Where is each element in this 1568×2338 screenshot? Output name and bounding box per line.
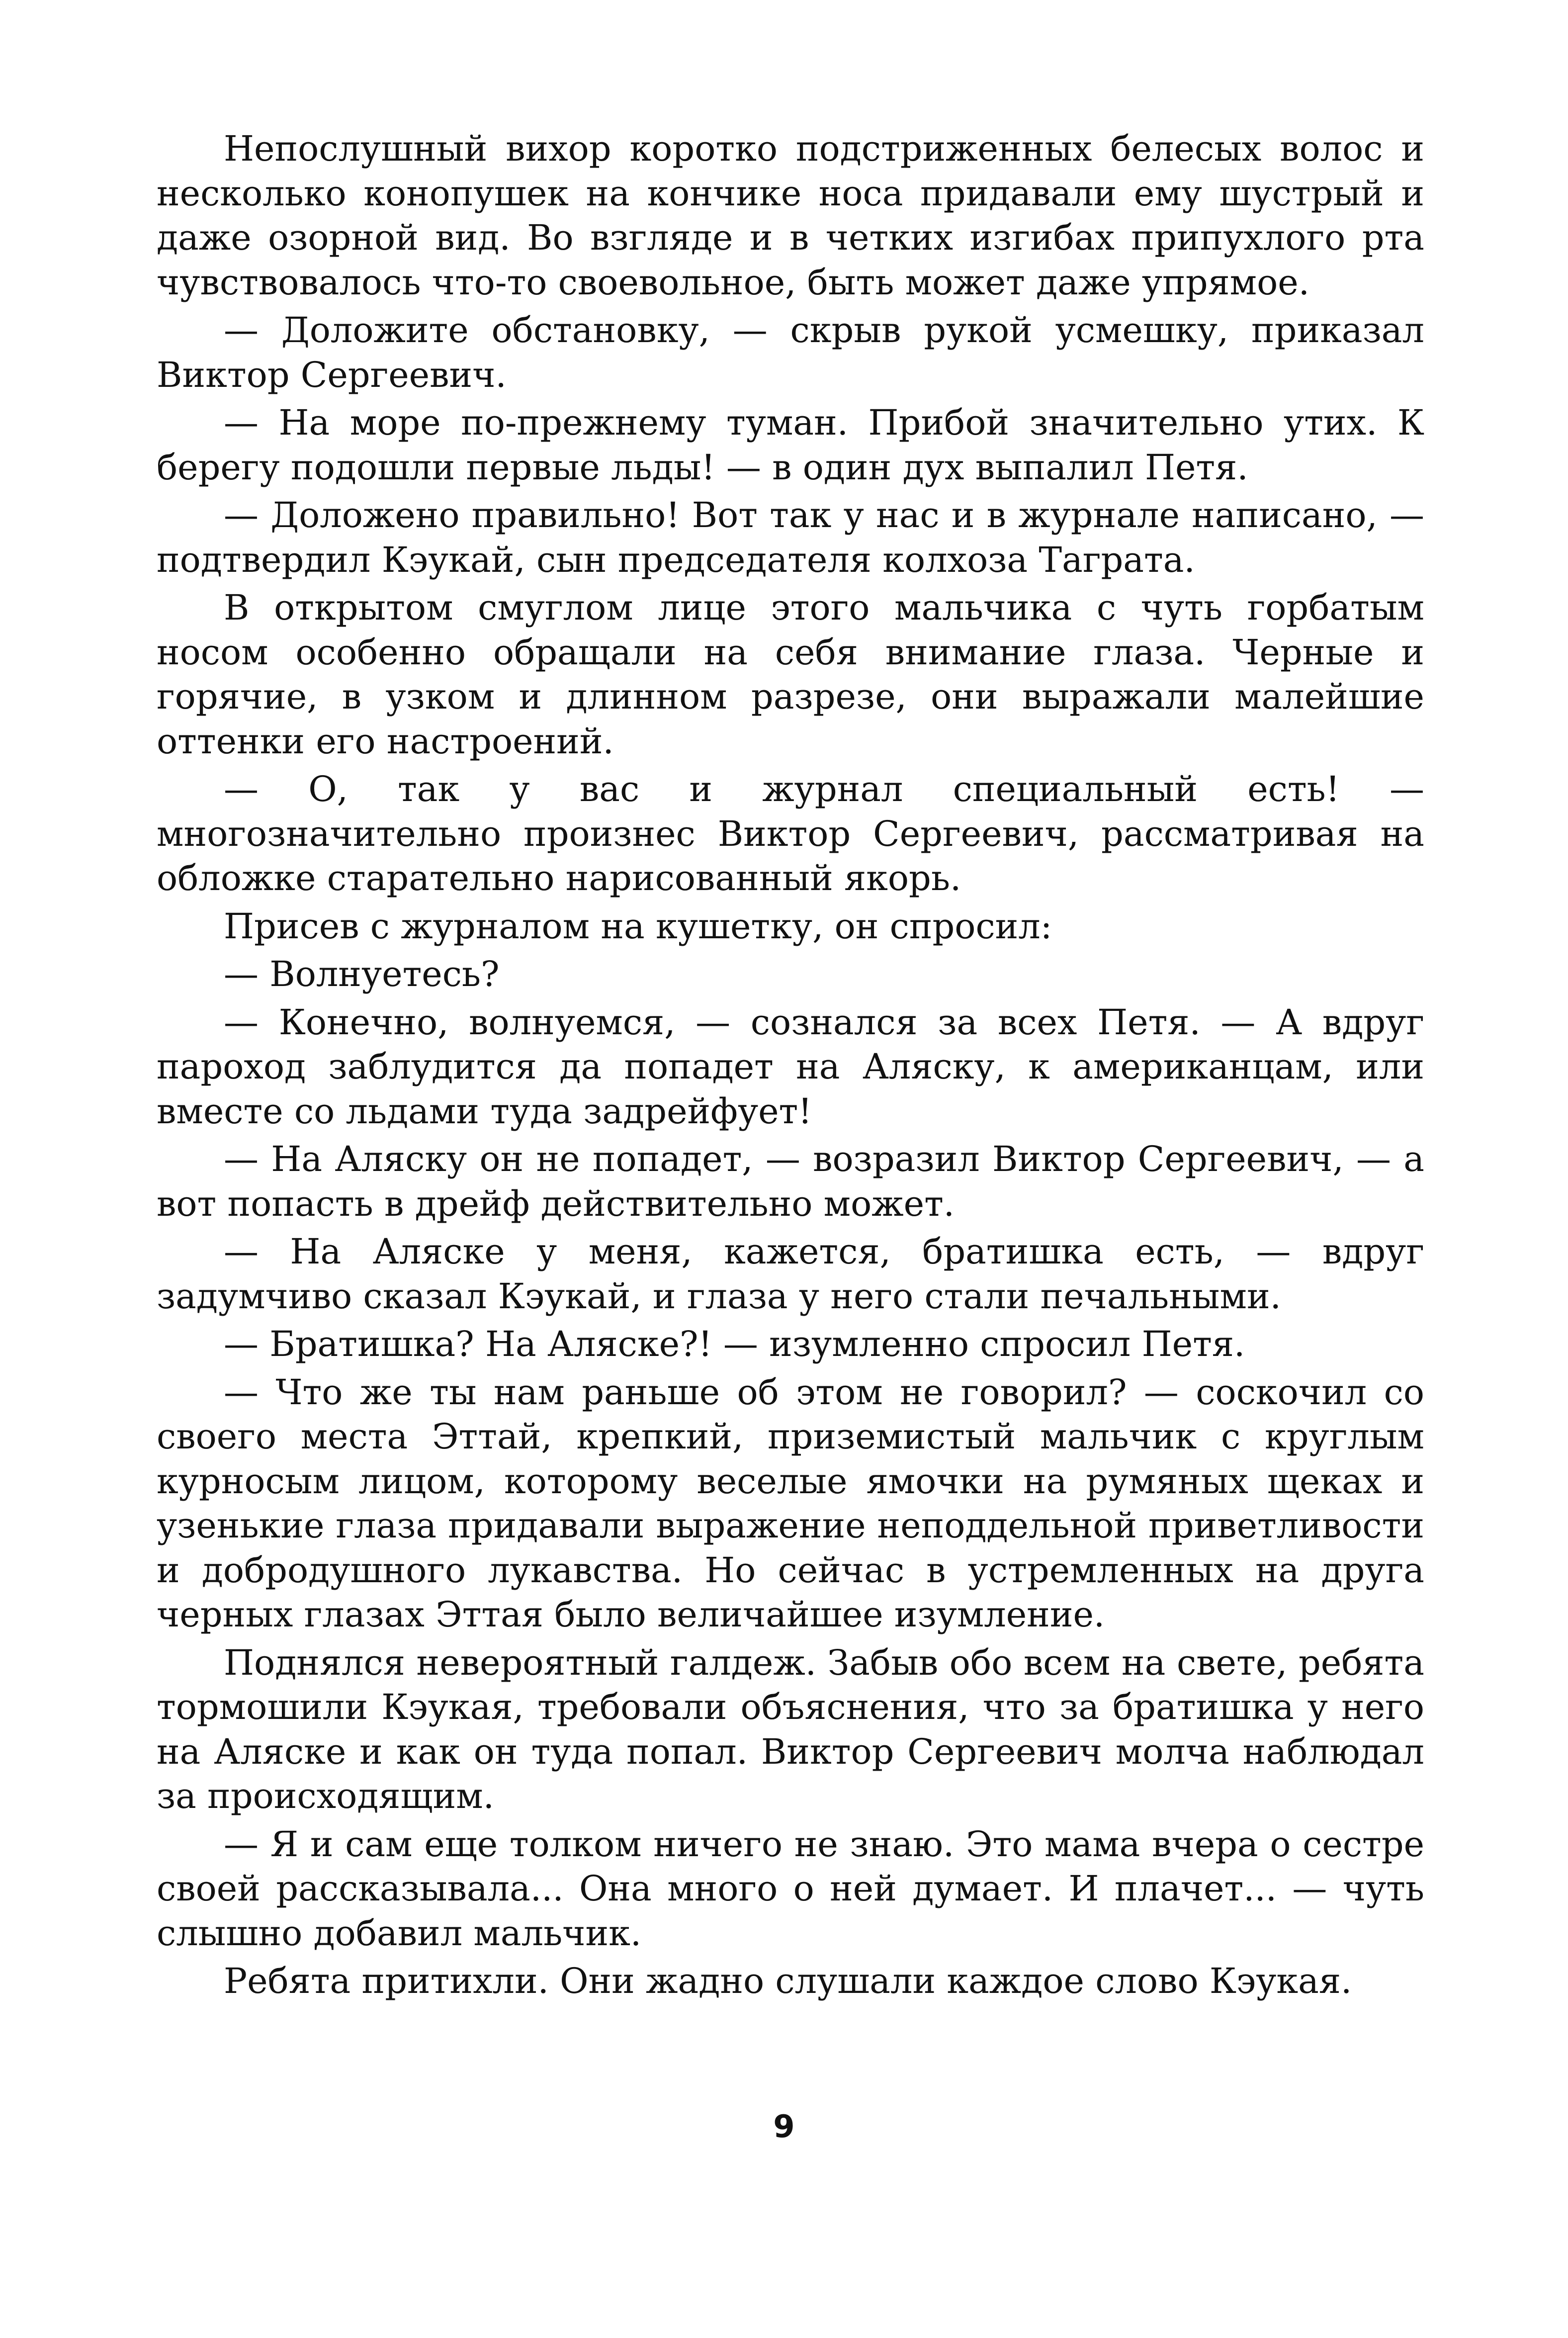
paragraph: — Доложено правильно! Вот так у нас и в журнале написано, — подтвердил Кэукай, сын председателя колхоза Таграта. <box>157 495 1424 580</box>
paragraph: — Братишка? На Аляске?! — изумленно спросил Петя. <box>224 1324 1245 1364</box>
paragraph: — На Аляску он не попадет, — возразил Виктор Сергеевич, — а вот попасть в дрейф действительно может. <box>157 1139 1424 1224</box>
paragraph: Поднялся невероятный галдеж. Забыв обо всем на свете, ребята тормошили Кэукая, требовали объяснения, что за братишка у него на Аляске и как он туда попал. Виктор Сергеевич молча наблюдал за происходящим. <box>157 1642 1424 1816</box>
paragraph: — О, так у вас и журнал специальный есть! — многозначительно произнес Виктор Сергеевич, рассматривая на обложке старательно нарисованный якорь. <box>157 769 1424 899</box>
paragraph: Присев с журналом на кушетку, он спросил: <box>224 905 1052 947</box>
paragraph: Ребята притихли. Они жадно слушали каждое слово Кэукая. <box>224 1961 1352 2001</box>
paragraph: В открытом смуглом лице этого мальчика с чуть горбатым носом особенно обращали на себя внимание глаза. Черные и горячие, в узком и длинном разрезе, они выражали малейшие оттенки его настроений. <box>157 587 1424 762</box>
paragraph: — Конечно, волнуемся, — сознался за всех Петя. — А вдруг пароход заблудится да попадет на Аляску, к американцам, или вместе со льдами туда задрейфует! <box>157 1001 1424 1132</box>
paragraph: — Доложите обстановку, — скрыв рукой усмешку, приказал Виктор Сергеевич. <box>157 310 1424 395</box>
paragraph: — Что же ты нам раньше об этом не говорил? — соскочил со своего места Эттай, крепкий, приземистый мальчик с круглым курносым лицом, которому веселые ямочки на румяных щеках и узенькие глаза придавали выражение неподдельной приветливости и добродушного лукавства. Но сейчас в устремленных на друга черных глазах Эттая было величайшее изумление. <box>157 1371 1424 1635</box>
paragraph: — Волнуетесь? <box>224 954 500 994</box>
paragraph: — Я и сам еще толком ничего не знаю. Это мама вчера о сестре своей рассказывала... Она много о ней думает. И плачет... — чуть слышно добавил мальчик. <box>157 1823 1424 1954</box>
page-number: 9 <box>773 2108 795 2145</box>
page-body <box>157 127 1424 2007</box>
paragraph: Непослушный вихор коротко подстриженных белесых волос и несколько конопушек на кончике носа придавали ему шустрый и даже озорной вид. Во взгляде и в четких изгибах припухлого рта чувствовалось что-то своевольное, быть может даже упрямое. <box>157 128 1424 303</box>
paragraph: — На море по-прежнему туман. Прибой значительно утих. К берегу подошли первые льды! — в один дух выпалил Петя. <box>157 402 1424 488</box>
paragraph: — На Аляске у меня, кажется, братишка есть, — вдруг задумчиво сказал Кэукай, и глаза у него стали печальными. <box>157 1231 1424 1317</box>
